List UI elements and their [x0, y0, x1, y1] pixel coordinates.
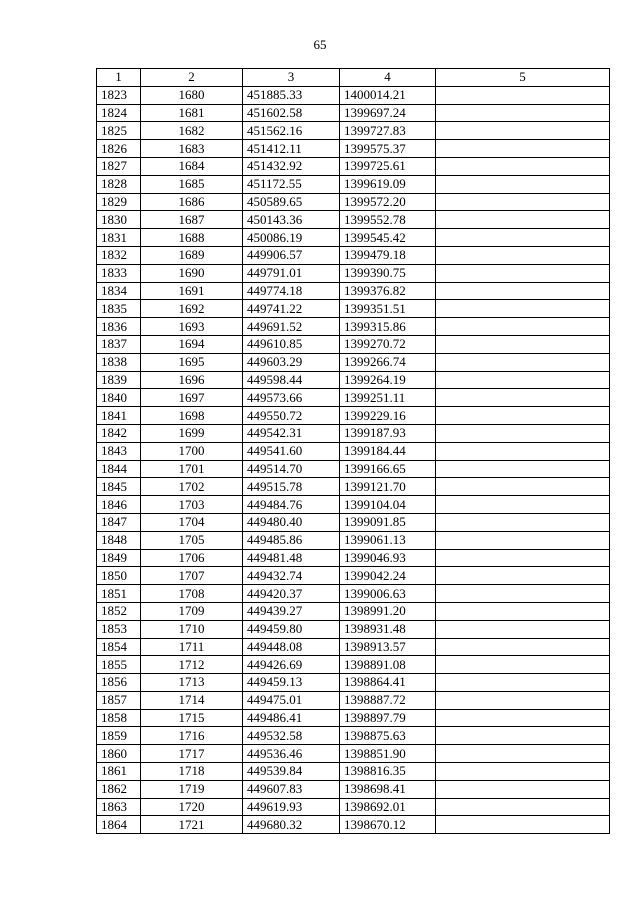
page-number: 65	[313, 37, 327, 52]
table-cell: 1835	[97, 300, 141, 318]
table-cell: 1399572.20	[340, 193, 436, 211]
table-cell: 1682	[141, 122, 243, 140]
table-row	[97, 656, 610, 674]
table-cell: 1860	[97, 745, 141, 763]
table-cell	[436, 140, 610, 158]
table-row	[97, 620, 610, 638]
table-cell: 1398887.72	[340, 691, 436, 709]
table-cell: 449485.86	[243, 531, 340, 549]
table-cell: 1828	[97, 175, 141, 193]
table-cell: 451602.58	[243, 104, 340, 122]
table-cell: 1698	[141, 407, 243, 425]
table-row	[97, 691, 610, 709]
table-row	[97, 567, 610, 585]
table-cell: 1399390.75	[340, 264, 436, 282]
table-cell: 1399545.42	[340, 229, 436, 247]
table-cell: 1857	[97, 691, 141, 709]
table-cell	[436, 691, 610, 709]
table-cell: 1711	[141, 638, 243, 656]
table-cell: 449607.83	[243, 780, 340, 798]
table-cell	[436, 246, 610, 264]
table-cell: 1838	[97, 353, 141, 371]
table-cell: 1832	[97, 246, 141, 264]
table-row	[97, 282, 610, 300]
table-cell: 1841	[97, 407, 141, 425]
table-cell: 1834	[97, 282, 141, 300]
table-cell: 1684	[141, 157, 243, 175]
table-cell: 1695	[141, 353, 243, 371]
table-cell	[436, 585, 610, 603]
table-cell: 1691	[141, 282, 243, 300]
table-cell: 449541.60	[243, 442, 340, 460]
table-cell: 1399006.63	[340, 585, 436, 603]
table-cell: 1712	[141, 656, 243, 674]
table-cell: 1399184.44	[340, 442, 436, 460]
table-row	[97, 460, 610, 478]
table-row	[97, 157, 610, 175]
table-cell	[436, 620, 610, 638]
table-cell: 1399725.61	[340, 157, 436, 175]
table-row	[97, 104, 610, 122]
table-row	[97, 193, 610, 211]
table-row	[97, 602, 610, 620]
table-row	[97, 407, 610, 425]
table-cell	[436, 531, 610, 549]
table-cell: 450086.19	[243, 229, 340, 247]
table-cell	[436, 478, 610, 496]
table-cell: 449514.70	[243, 460, 340, 478]
table-cell: 1859	[97, 727, 141, 745]
table-cell: 1720	[141, 798, 243, 816]
table-cell: 1398991.20	[340, 602, 436, 620]
table-cell: 1690	[141, 264, 243, 282]
table-cell: 449791.01	[243, 264, 340, 282]
table-cell: 451412.11	[243, 140, 340, 158]
table-row	[97, 745, 610, 763]
table-cell: 1398864.41	[340, 674, 436, 692]
table-cell: 1864	[97, 816, 141, 834]
table-cell: 1703	[141, 496, 243, 514]
table-cell: 1398913.57	[340, 638, 436, 656]
table-cell: 449610.85	[243, 335, 340, 353]
table-cell: 451562.16	[243, 122, 340, 140]
table-cell: 1399251.11	[340, 389, 436, 407]
table-cell: 1697	[141, 389, 243, 407]
table-cell: 1398897.79	[340, 709, 436, 727]
table-row	[97, 531, 610, 549]
table-cell: 451432.92	[243, 157, 340, 175]
column-header: 3	[243, 69, 340, 87]
table-cell: 1699	[141, 424, 243, 442]
table-cell: 1399187.93	[340, 424, 436, 442]
table-cell: 451885.33	[243, 86, 340, 104]
table-row	[97, 816, 610, 834]
table-cell: 449480.40	[243, 513, 340, 531]
table-row	[97, 798, 610, 816]
table-cell: 1837	[97, 335, 141, 353]
column-header: 2	[141, 69, 243, 87]
table-cell	[436, 229, 610, 247]
table-row	[97, 353, 610, 371]
table-cell: 1680	[141, 86, 243, 104]
table-cell	[436, 460, 610, 478]
table-cell: 1702	[141, 478, 243, 496]
table-cell: 1685	[141, 175, 243, 193]
table-cell: 449906.57	[243, 246, 340, 264]
table-row	[97, 175, 610, 193]
table-row	[97, 229, 610, 247]
table-cell: 449542.31	[243, 424, 340, 442]
table-cell: 449550.72	[243, 407, 340, 425]
table-cell: 1688	[141, 229, 243, 247]
table-cell: 1705	[141, 531, 243, 549]
table-cell	[436, 300, 610, 318]
table-cell: 1700	[141, 442, 243, 460]
table-cell: 1399061.13	[340, 531, 436, 549]
table-cell	[436, 389, 610, 407]
table-cell: 449619.93	[243, 798, 340, 816]
table-cell: 449741.22	[243, 300, 340, 318]
table-cell: 449420.37	[243, 585, 340, 603]
table-cell: 1399376.82	[340, 282, 436, 300]
table-row	[97, 478, 610, 496]
table-cell: 1398875.63	[340, 727, 436, 745]
table-cell: 1694	[141, 335, 243, 353]
table-row	[97, 335, 610, 353]
column-header: 5	[436, 69, 610, 87]
table-row	[97, 780, 610, 798]
table-cell: 449459.80	[243, 620, 340, 638]
table-cell: 1824	[97, 104, 141, 122]
column-header: 1	[97, 69, 141, 87]
table-cell: 1399552.78	[340, 211, 436, 229]
table-cell	[436, 175, 610, 193]
table-cell: 1717	[141, 745, 243, 763]
table-cell: 1398698.41	[340, 780, 436, 798]
table-row	[97, 709, 610, 727]
table-cell: 1850	[97, 567, 141, 585]
table-cell	[436, 709, 610, 727]
table-row	[97, 246, 610, 264]
table-row	[97, 140, 610, 158]
table-cell: 1400014.21	[340, 86, 436, 104]
table-cell	[436, 496, 610, 514]
table-cell	[436, 780, 610, 798]
table-cell: 449691.52	[243, 318, 340, 336]
table-cell: 1856	[97, 674, 141, 692]
table-cell: 449459.13	[243, 674, 340, 692]
table-cell: 1399104.04	[340, 496, 436, 514]
table-cell	[436, 282, 610, 300]
table-cell: 1399264.19	[340, 371, 436, 389]
table-cell: 1855	[97, 656, 141, 674]
table-cell: 1862	[97, 780, 141, 798]
table-cell: 449598.44	[243, 371, 340, 389]
table-cell: 1845	[97, 478, 141, 496]
table-cell: 1686	[141, 193, 243, 211]
table-cell: 1399727.83	[340, 122, 436, 140]
table-cell: 449774.18	[243, 282, 340, 300]
table-cell	[436, 602, 610, 620]
table-cell: 1826	[97, 140, 141, 158]
table-cell: 451172.55	[243, 175, 340, 193]
table-row	[97, 300, 610, 318]
table-row	[97, 763, 610, 781]
table-cell	[436, 157, 610, 175]
table-cell: 1829	[97, 193, 141, 211]
table-cell	[436, 567, 610, 585]
table-cell: 1863	[97, 798, 141, 816]
table-cell: 1696	[141, 371, 243, 389]
table-cell	[436, 407, 610, 425]
table-row	[97, 389, 610, 407]
table-cell	[436, 104, 610, 122]
table-cell	[436, 513, 610, 531]
table-row	[97, 496, 610, 514]
table-cell: 1827	[97, 157, 141, 175]
table-row	[97, 638, 610, 656]
table-cell: 1692	[141, 300, 243, 318]
table-cell: 1825	[97, 122, 141, 140]
table-cell: 1704	[141, 513, 243, 531]
table-cell: 1713	[141, 674, 243, 692]
table-cell: 449532.58	[243, 727, 340, 745]
table-cell: 1716	[141, 727, 243, 745]
table-cell	[436, 798, 610, 816]
table-cell: 1398816.35	[340, 763, 436, 781]
table-cell: 1709	[141, 602, 243, 620]
table-cell: 449426.69	[243, 656, 340, 674]
table-cell: 449573.66	[243, 389, 340, 407]
table-cell	[436, 442, 610, 460]
table-cell: 1398692.01	[340, 798, 436, 816]
table-cell: 449448.08	[243, 638, 340, 656]
table-cell: 1831	[97, 229, 141, 247]
table-row	[97, 549, 610, 567]
table-cell: 449536.46	[243, 745, 340, 763]
table-cell: 449539.84	[243, 763, 340, 781]
table-cell: 1706	[141, 549, 243, 567]
table-cell: 1399166.65	[340, 460, 436, 478]
table-row	[97, 424, 610, 442]
table-cell	[436, 318, 610, 336]
table-cell: 1693	[141, 318, 243, 336]
table-cell: 1823	[97, 86, 141, 104]
table-row	[97, 86, 610, 104]
table-cell: 449603.29	[243, 353, 340, 371]
table-cell: 1399266.74	[340, 353, 436, 371]
table-cell: 1398931.48	[340, 620, 436, 638]
table-cell	[436, 335, 610, 353]
table-cell: 1398670.12	[340, 816, 436, 834]
table-cell: 450143.36	[243, 211, 340, 229]
table-cell	[436, 211, 610, 229]
table-cell: 1846	[97, 496, 141, 514]
table-cell: 1844	[97, 460, 141, 478]
table-cell: 1858	[97, 709, 141, 727]
table-header-row	[97, 69, 610, 87]
table-cell: 1701	[141, 460, 243, 478]
table-cell: 449475.01	[243, 691, 340, 709]
table-cell: 1714	[141, 691, 243, 709]
table-cell: 1842	[97, 424, 141, 442]
table-cell: 1399121.70	[340, 478, 436, 496]
table-cell: 1398851.90	[340, 745, 436, 763]
table-cell: 1836	[97, 318, 141, 336]
table-cell	[436, 745, 610, 763]
table-row	[97, 727, 610, 745]
table-cell: 1843	[97, 442, 141, 460]
table-cell: 1399270.72	[340, 335, 436, 353]
table-cell: 1399619.09	[340, 175, 436, 193]
table-cell	[436, 549, 610, 567]
table-cell: 1861	[97, 763, 141, 781]
table-cell: 1852	[97, 602, 141, 620]
table-row	[97, 318, 610, 336]
table-cell: 1399575.37	[340, 140, 436, 158]
table-cell: 1848	[97, 531, 141, 549]
table-cell: 449515.78	[243, 478, 340, 496]
table-cell: 1853	[97, 620, 141, 638]
table-row	[97, 585, 610, 603]
table-cell: 1830	[97, 211, 141, 229]
table-row	[97, 264, 610, 282]
table-cell: 1399042.24	[340, 567, 436, 585]
table-row	[97, 674, 610, 692]
table-cell: 1399091.85	[340, 513, 436, 531]
table-cell: 1681	[141, 104, 243, 122]
table-cell: 1840	[97, 389, 141, 407]
table-row	[97, 211, 610, 229]
table-cell	[436, 122, 610, 140]
table-cell: 1710	[141, 620, 243, 638]
table-cell: 1399046.93	[340, 549, 436, 567]
coordinates-table	[96, 68, 610, 834]
table-row	[97, 442, 610, 460]
table-cell: 1719	[141, 780, 243, 798]
table-cell: 1854	[97, 638, 141, 656]
table-cell: 1847	[97, 513, 141, 531]
table-cell: 449680.32	[243, 816, 340, 834]
table-cell: 1851	[97, 585, 141, 603]
table-cell: 1399479.18	[340, 246, 436, 264]
table-cell: 1718	[141, 763, 243, 781]
table-cell: 1849	[97, 549, 141, 567]
table-cell: 1687	[141, 211, 243, 229]
table-cell: 1683	[141, 140, 243, 158]
table-cell	[436, 656, 610, 674]
table-cell: 1721	[141, 816, 243, 834]
table-cell	[436, 674, 610, 692]
table-row	[97, 371, 610, 389]
table-cell: 1833	[97, 264, 141, 282]
table-cell: 1839	[97, 371, 141, 389]
table-cell	[436, 86, 610, 104]
table-cell	[436, 193, 610, 211]
table-cell: 1399315.86	[340, 318, 436, 336]
table-cell: 1398891.08	[340, 656, 436, 674]
table-cell	[436, 816, 610, 834]
table-cell: 1715	[141, 709, 243, 727]
column-header: 4	[340, 69, 436, 87]
table-row	[97, 513, 610, 531]
table-cell: 449432.74	[243, 567, 340, 585]
table-cell: 1708	[141, 585, 243, 603]
table-cell	[436, 264, 610, 282]
table-cell	[436, 763, 610, 781]
table-cell	[436, 424, 610, 442]
table-cell: 449439.27	[243, 602, 340, 620]
table-cell: 1689	[141, 246, 243, 264]
table-cell	[436, 353, 610, 371]
table-cell: 449484.76	[243, 496, 340, 514]
table-body	[97, 86, 610, 833]
table-cell: 1399351.51	[340, 300, 436, 318]
table-cell: 1399229.16	[340, 407, 436, 425]
table-cell: 1399697.24	[340, 104, 436, 122]
table-cell: 449481.48	[243, 549, 340, 567]
table-cell	[436, 727, 610, 745]
table-cell: 449486.41	[243, 709, 340, 727]
table-cell: 1707	[141, 567, 243, 585]
table-cell	[436, 371, 610, 389]
table-cell: 450589.65	[243, 193, 340, 211]
table-row	[97, 122, 610, 140]
table-cell	[436, 638, 610, 656]
